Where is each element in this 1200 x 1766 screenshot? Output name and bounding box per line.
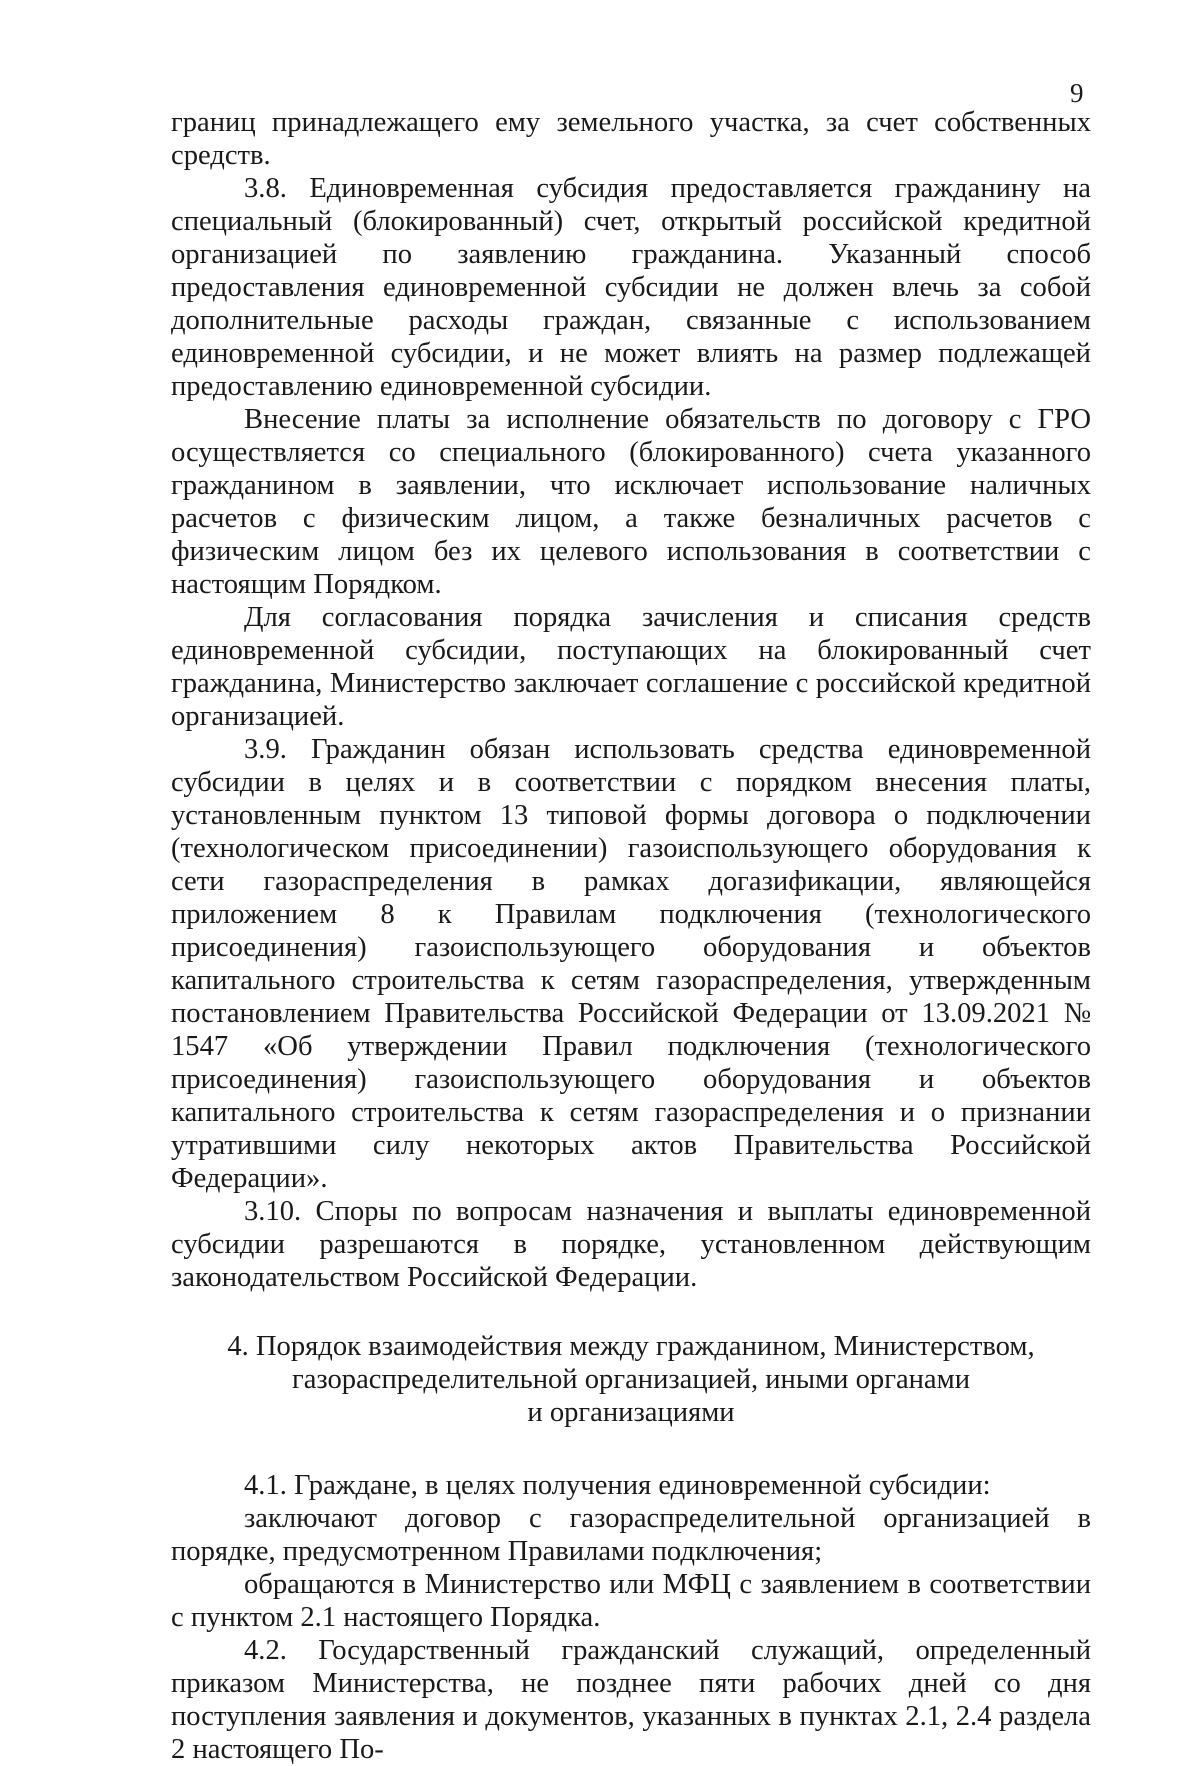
section-heading-line: и организациями — [527, 1397, 735, 1428]
section-heading — [171, 1330, 1091, 1429]
section-heading-line: газораспределительной организацией, иными органами — [291, 1364, 971, 1395]
paragraph-4-1: 4.1. Граждане, в целях получения единовременной субсидии: — [244, 1470, 991, 1501]
section-heading-line: 4. Порядок взаимодействия между гражданином, Министерством, — [227, 1331, 1035, 1362]
paragraph-payment-account: Внесение платы за исполнение обязательств по договору с ГРО осуществляется со специального (блокированного) счета указанного гражданином в заявлении, что исключает использование наличных расчетов с физическим лицом, а также безналичных расчетов с физическим лицом без их целевого использования в соответствии с настоящим Порядком. — [171, 404, 1091, 600]
document-body — [171, 106, 1091, 1766]
paragraph-3-9: 3.9. Гражданин обязан использовать средства единовременной субсидии в целях и в соответствии с порядком внесения платы, установленным пунктом 13 типовой формы договора о подключении (технологическом присоединении) газоиспользующего оборудования к сети газораспределения в рамках догазификации, являющейся приложением 8 к Правилам подключения (технологического присоединения) газоиспользующего оборудования и объектов капитального строительства к сетям газораспределения, утвержденным постановлением Правительства Российской Федерации от 13.09.2021 № 1547 «Об утверждении Правил подключения (технологического присоединения) газоиспользующего оборудования и объектов капитального строительства к сетям газораспределения и о признании утратившими силу некоторых актов Правительства Российской Федерации». — [171, 734, 1091, 1194]
paragraph-3-8: 3.8. Единовременная субсидия предоставляется гражданину на специальный (блокированный) счет, открытый российской кредитной организацией по заявлению гражданина. Указанный способ предоставления единовременной субсидии не должен влечь за собой дополнительные расходы граждан, связанные с использованием единовременной субсидии, и не может влиять на размер подлежащей предоставлению единовременной субсидии. — [171, 173, 1091, 402]
paragraph-4-2: 4.2. Государственный гражданский служащий, определенный приказом Министерства, не позднее пяти рабочих дней со дня поступления заявления и документов, указанных в пунктах 2.1, 2.4 раздела 2 настоящего По- — [171, 1635, 1091, 1765]
page-number: 9 — [1070, 78, 1084, 108]
paragraph-continuation: границ принадлежащего ему земельного участка, за счет собственных средств. — [171, 107, 1091, 171]
paragraph-application: обращаются в Министерство или МФЦ с заявлением в соответствии с пунктом 2.1 настоящего Порядка. — [171, 1569, 1091, 1633]
paragraph-contract: заключают договор с газораспределительной организацией в порядке, предусмотренном Правилами подключения; — [171, 1503, 1091, 1567]
paragraph-agreement: Для согласования порядка зачисления и списания средств единовременной субсидии, поступающих на блокированный счет гражданина, Министерство заключает соглашение с российской кредитной организацией. — [171, 602, 1091, 732]
paragraph-3-10: 3.10. Споры по вопросам назначения и выплаты единовременной субсидии разрешаются в порядке, установленном действующим законодательством Российской Федерации. — [171, 1196, 1091, 1293]
